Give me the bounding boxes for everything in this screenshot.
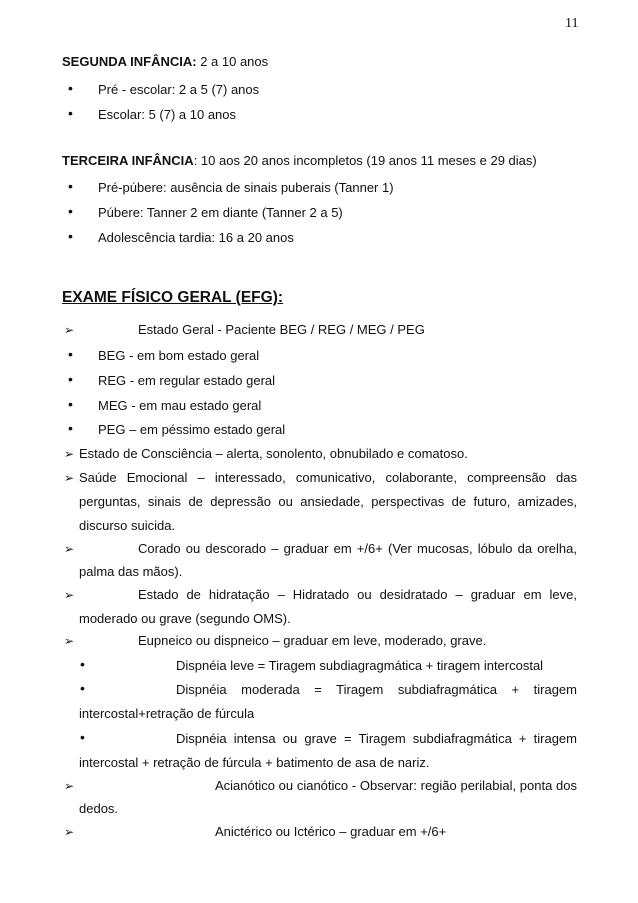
arrow-bullet-icon: ➢ [64, 634, 75, 648]
bullet-icon: • [68, 80, 73, 96]
saude-emocional-line: discurso suicida. [79, 518, 176, 533]
bullet-icon: • [80, 680, 85, 696]
bullet-icon: • [68, 178, 73, 194]
dispneia-leve-item: Dispnéia leve = Tiragem subdiagragmática + tiragem intercostal [176, 658, 544, 673]
list-item: Púbere: Tanner 2 em diante (Tanner 2 a 5) [98, 205, 343, 220]
list-item: Adolescência tardia: 16 a 20 anos [98, 230, 294, 245]
list-item: Escolar: 5 (7) a 10 anos [98, 107, 237, 122]
arrow-bullet-icon: ➢ [64, 542, 75, 556]
list-item: Pré - escolar: 2 a 5 (7) anos [98, 82, 260, 97]
corado-line: palma das mãos). [79, 564, 183, 579]
arrow-bullet-icon: ➢ [64, 447, 75, 461]
anicterico-item: Anictérico ou Ictérico – graduar em +/6+ [215, 824, 447, 839]
list-item: Pré-púbere: ausência de sinais puberais (Tanner 1) [98, 180, 394, 195]
segunda-infancia-range: 2 a 10 anos [196, 54, 269, 69]
arrow-bullet-icon: ➢ [64, 825, 75, 839]
bullet-icon: • [68, 396, 73, 412]
bullet-icon: • [68, 346, 73, 362]
consciencia-item: Estado de Consciência – alerta, sonolento, obnubilado e comatoso. [79, 446, 468, 461]
corado-line: Corado ou descorado – graduar em +/6+ (Ver mucosas, lóbulo da orelha, [138, 541, 577, 556]
dispneia-moderada-line: intercostal+retração de fúrcula [79, 706, 255, 721]
list-item: BEG - em bom estado geral [98, 348, 260, 363]
bullet-icon: • [68, 420, 73, 436]
bullet-icon: • [68, 371, 73, 387]
terceira-infancia-range: : 10 aos 20 anos incompletos (19 anos 11 meses e 29 dias) [193, 153, 537, 168]
estado-geral-item: Estado Geral - Paciente BEG / REG / MEG / PEG [138, 322, 425, 337]
acianotico-line: dedos. [79, 801, 119, 816]
segunda-infancia-heading [62, 54, 268, 69]
segunda-infancia-label: SEGUNDA INFÂNCIA: [62, 54, 197, 69]
bullet-icon: • [68, 105, 73, 121]
eupneico-item: Eupneico ou dispneico – graduar em leve, moderado, grave. [138, 633, 487, 648]
saude-emocional-line: perguntas, sinais de depressão ou ansiedade, perspectivas de futuro, amizades, [79, 494, 577, 509]
acianotico-line: Acianótico ou cianótico - Observar: região perilabial, ponta dos [215, 778, 577, 793]
list-item: MEG - em mau estado geral [98, 398, 262, 413]
page-number: 11 [565, 16, 579, 31]
terceira-infancia-heading [62, 153, 537, 168]
exame-fisico-title: EXAME FÍSICO GERAL (EFG): [62, 289, 284, 306]
arrow-bullet-icon: ➢ [64, 323, 75, 337]
bullet-icon: • [80, 656, 85, 672]
saude-emocional-line: Saúde Emocional – interessado, comunicativo, colaborante, compreensão das [79, 470, 577, 485]
list-item: PEG – em péssimo estado geral [98, 422, 286, 437]
arrow-bullet-icon: ➢ [64, 471, 75, 485]
hidratacao-line: Estado de hidratação – Hidratado ou desidratado – graduar em leve, [138, 587, 577, 602]
terceira-infancia-label: TERCEIRA INFÂNCIA [62, 153, 194, 168]
arrow-bullet-icon: ➢ [64, 588, 75, 602]
dispneia-moderada-line: Dispnéia moderada = Tiragem subdiafragmática + tiragem [176, 682, 577, 697]
list-item: REG - em regular estado geral [98, 373, 276, 388]
bullet-icon: • [68, 203, 73, 219]
bullet-icon: • [68, 228, 73, 244]
arrow-bullet-icon: ➢ [64, 779, 75, 793]
bullet-icon: • [80, 729, 85, 745]
dispneia-intensa-line: Dispnéia intensa ou grave = Tiragem subdiafragmática + tiragem [176, 731, 577, 746]
dispneia-intensa-line: intercostal + retração de fúrcula + batimento de asa de nariz. [79, 755, 430, 770]
hidratacao-line: moderado ou grave (segundo OMS). [79, 611, 291, 626]
